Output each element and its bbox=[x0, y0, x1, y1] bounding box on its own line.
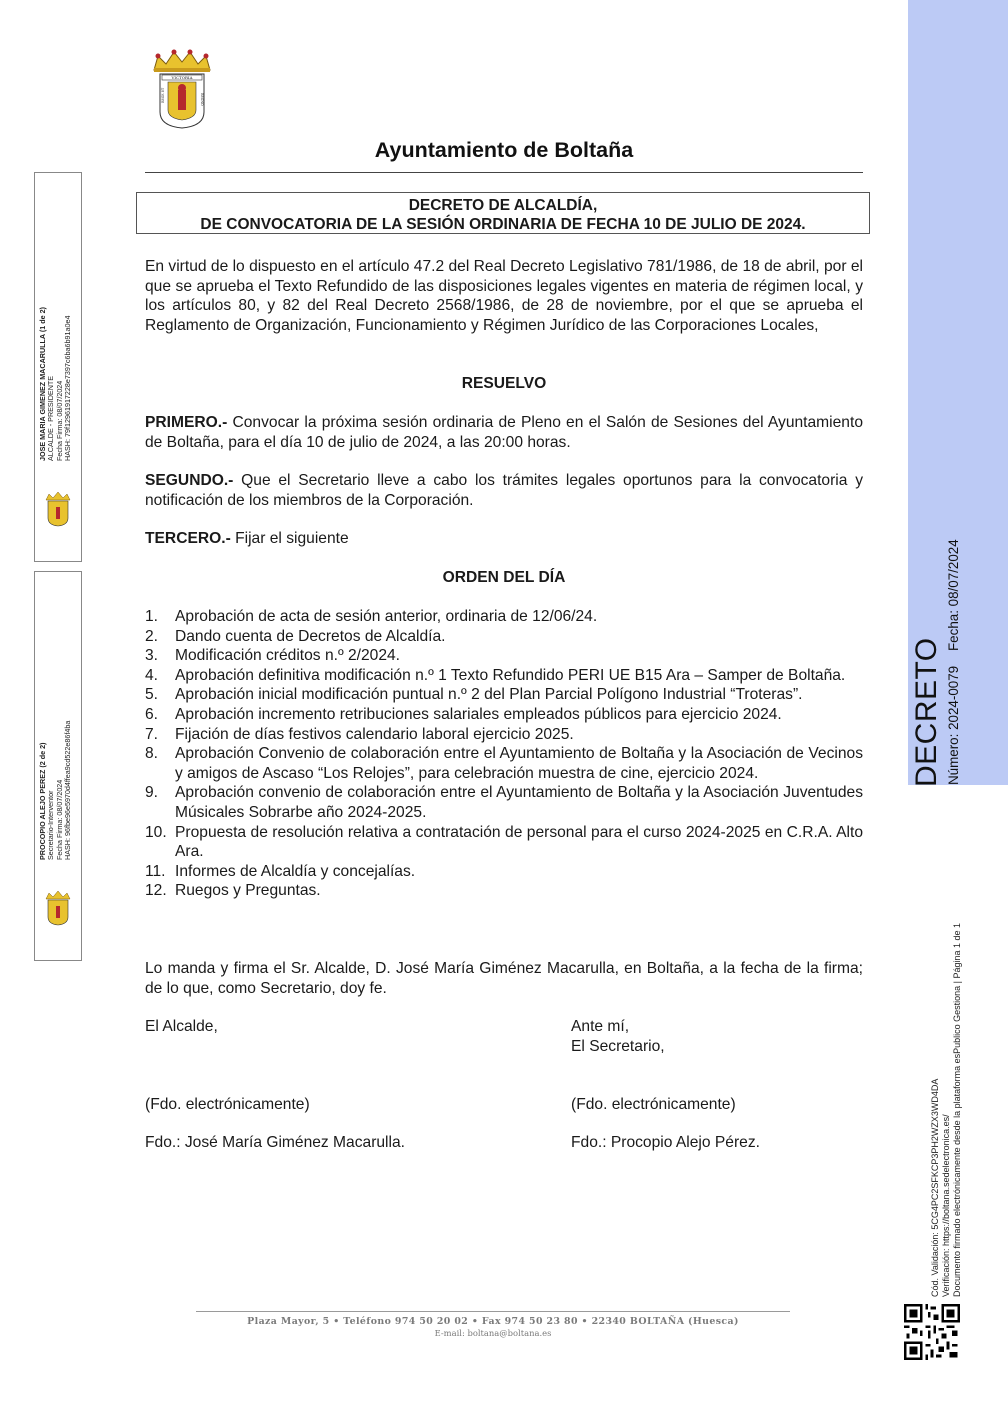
agenda-item: 3. Modificación créditos n.º 2/2024. bbox=[145, 647, 400, 665]
signature-platform-note: Documento firmado electrónicamente desde la plataforma esPublico Gestiona | Página 1 de 1 bbox=[952, 922, 962, 1297]
preamble-paragraph: En virtud de lo dispuesto en el artículo 47.2 del Real Decreto Legislativo 781/1986, de 18 de abril, por el que se aprueba el Texto Refundido de las disposiciones legales vigentes en materia de régimen local, y los artículos 80, y 82 del Real Decreto 2568/1986, de 28 de noviembre, por el que se aprueba el Reglamento de Organización, Funcionamiento y Régimen Jurídico de las Corporaciones Locales, bbox=[145, 258, 863, 334]
primero-label: PRIMERO.- bbox=[145, 414, 228, 431]
footer-email: E-mail: boltana@boltana.es bbox=[434, 1328, 552, 1338]
secretary-role-line-1: Ante mí, bbox=[571, 1018, 630, 1035]
agenda-item: 9. Aprobación convenio de colaboración entre el Ayuntamiento de Boltaña y la Asociación Juventudes Músicales Sobrarbe año 2024-2025. bbox=[145, 784, 863, 821]
verification-link[interactable]: Verificación: https://boltana.sedelectronica.es/ bbox=[940, 1114, 951, 1297]
page-title: Ayuntamiento de Boltaña bbox=[374, 138, 634, 162]
mayor-role: El Alcalde, bbox=[145, 1018, 218, 1035]
decree-stamp-meta bbox=[946, 539, 961, 785]
closing-paragraph: Lo manda y firma el Sr. Alcalde, D. José María Giménez Macarulla, en Boltaña, a la fecha de la firma; de lo que, como Secretario, doy fe. bbox=[145, 960, 863, 997]
footer-divider bbox=[196, 1311, 790, 1312]
mayor-electronic-signature: (Fdo. electrónicamente) bbox=[145, 1096, 310, 1113]
tercero-paragraph bbox=[145, 529, 863, 549]
signer-info: PROCOPIO ALEJO PEREZ (2 de 2) Secretario-Interventor Fecha Firma: 08/07/2024 HASH: 96fbe96e5970d4ffea9cd522e86f4ba bbox=[38, 720, 73, 860]
primero-paragraph bbox=[145, 413, 863, 452]
svg-text:VICTORIA: VICTORIA bbox=[171, 75, 193, 81]
secretary-electronic-signature: (Fdo. electrónicamente) bbox=[571, 1096, 736, 1113]
agenda-item: 12. Ruegos y Preguntas. bbox=[145, 882, 321, 900]
decree-date: Fecha: 08/07/2024 bbox=[946, 539, 961, 651]
signer-crest-icon bbox=[43, 890, 73, 926]
segundo-text: Que el Secretario lleve a cabo los trámites legales oportunos para la convocatoria y notificación de los miembros de la Corporación. bbox=[145, 472, 863, 509]
agenda-item: 7. Fijación de días festivos calendario laboral ejercicio 2025. bbox=[145, 725, 574, 743]
decree-title-box bbox=[136, 192, 870, 234]
agenda-item: 2. Dando cuenta de Decretos de Alcaldía. bbox=[145, 627, 446, 645]
secretary-role-line-2: El Secretario, bbox=[571, 1038, 665, 1055]
tercero-label: TERCERO.- bbox=[145, 530, 231, 547]
signer-box-secretary bbox=[34, 571, 82, 961]
header-divider bbox=[145, 172, 863, 173]
segundo-paragraph bbox=[145, 471, 863, 510]
svg-text:REGNO: REGNO bbox=[200, 93, 204, 106]
resuelvo-heading: RESUELVO bbox=[461, 375, 547, 392]
signer-box-mayor bbox=[34, 172, 82, 562]
agenda-item: 10. Propuesta de resolución relativa a contratación de personal para el curso 2024-2025 en C.R.A. Alto Ara. bbox=[145, 823, 863, 861]
decree-title-line-2: DE CONVOCATORIA DE LA SESIÓN ORDINARIA DE FECHA 10 DE JULIO DE 2024. bbox=[200, 216, 806, 233]
agenda-item: 6. Aprobación incremento retribuciones salariales empleados públicos para ejercicio 2024. bbox=[145, 705, 782, 723]
validation-info: Cód. Validación: 5CG4PC2SFKCP3PH2WZX3WD4DA Verificación: https://boltana.sedelectronica.es/ bbox=[930, 1078, 951, 1297]
qr-code-icon bbox=[904, 1304, 960, 1360]
secretary-name: Fdo.: Procopio Alejo Pérez. bbox=[571, 1134, 760, 1151]
agenda-list bbox=[145, 607, 863, 901]
agenda-item: 1. Aprobación de acta de sesión anterior, ordinaria de 12/06/24. bbox=[145, 608, 598, 625]
mayor-name: Fdo.: José María Giménez Macarulla. bbox=[145, 1134, 405, 1151]
agenda-item: 5. Aprobación inicial modificación puntual n.º 2 del Plan Parcial Polígono Industrial “Troteras”. bbox=[145, 686, 803, 704]
orden-del-dia-heading: ORDEN DEL DÍA bbox=[442, 569, 566, 586]
tercero-text: Fijar el siguiente bbox=[230, 530, 349, 547]
footer-address: Plaza Mayor, 5 • Teléfono 974 50 20 02 • Fax 974 50 23 80 • 22340 BOLTAÑA (Huesca) bbox=[247, 1316, 739, 1327]
segundo-label: SEGUNDO.- bbox=[145, 472, 234, 489]
signer-crest-icon bbox=[43, 491, 73, 527]
decree-number: Número: 2024-0079 bbox=[946, 665, 961, 785]
primero-text: Convocar la próxima sesión ordinaria de Pleno en el Salón de Sesiones del Ayuntamiento de Boltaña, para el día 10 de julio de 2024, a las 20:00 horas. bbox=[145, 414, 863, 451]
decree-stamp-word: DECRETO bbox=[910, 637, 943, 787]
agenda-item: 4. Aprobación definitiva modificación n.º 1 Texto Refundido PERI UE B15 Ara – Samper de Boltaña. bbox=[145, 666, 846, 684]
agenda-item: 8. Aprobación Convenio de colaboración entre el Ayuntamiento de Boltaña y la Asociación de Vecinos y amigos de Ascaso “Los Relojes”, para celebración muestra de cine, ejercicio 2024. bbox=[145, 745, 863, 782]
decree-title-line-1: DECRETO DE ALCALDÍA, bbox=[408, 197, 598, 214]
signer-info: JOSE MARIA GIMENEZ MACARULLA (1 de 2) ALCALDE - PRESIDENTE Fecha Firma: 08/07/2024 HASH: 79f12961917228e7397c6ba6b91a0e4 bbox=[38, 306, 73, 461]
svg-text:REGE ET: REGE ET bbox=[161, 87, 165, 103]
agenda-item: 11. Informes de Alcaldía y concejalías. bbox=[145, 862, 416, 880]
coat-of-arms bbox=[148, 48, 216, 130]
